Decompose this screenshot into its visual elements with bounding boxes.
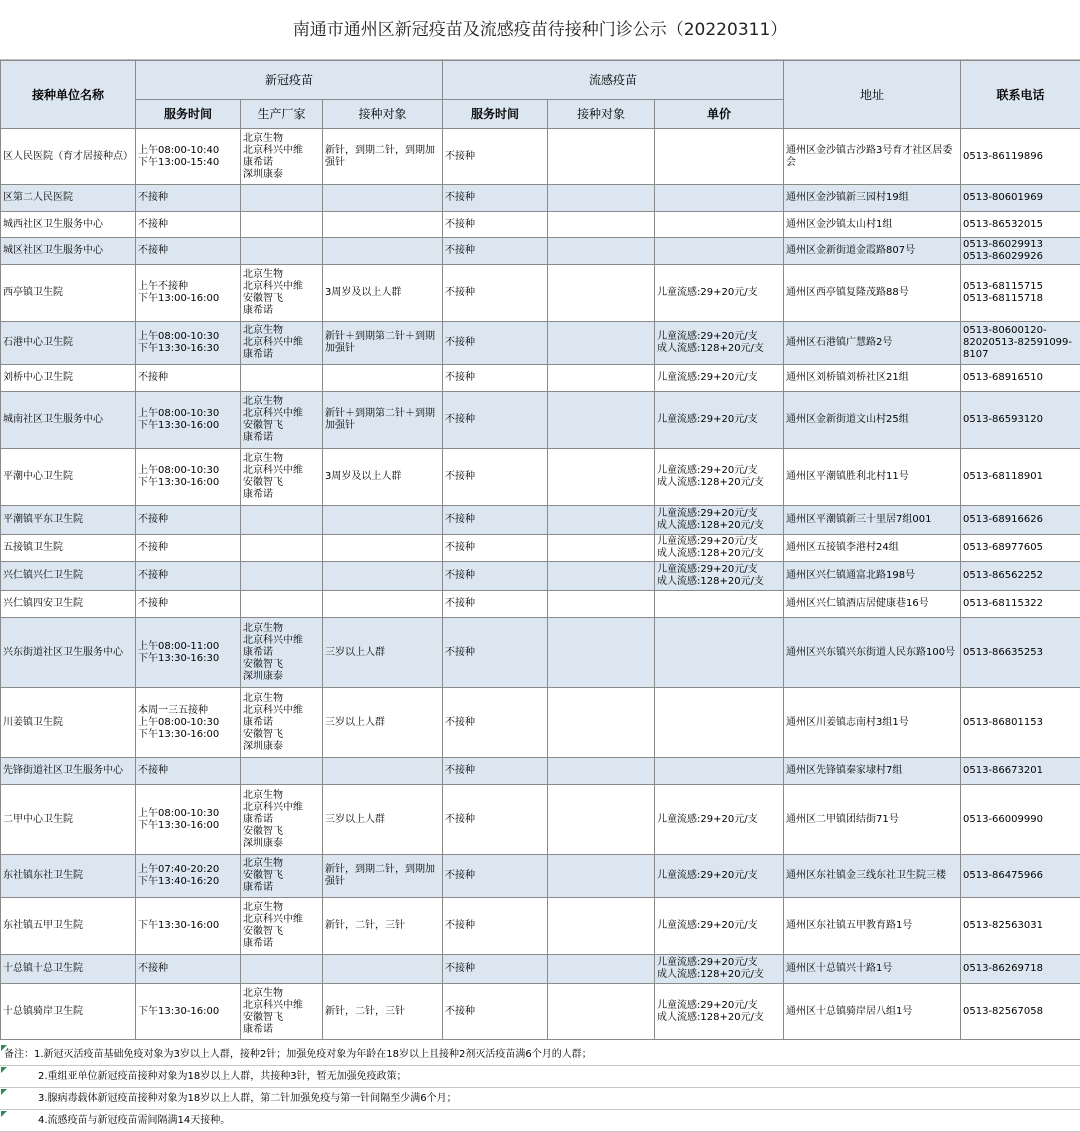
table-row — [1, 365, 1080, 392]
covid-maker-cell: 北京生物 北京科兴中维 康希诺 安徽智飞 深圳康泰 — [241, 785, 323, 855]
flu-time-cell: 不接种 — [443, 688, 548, 758]
unit-name-cell: 先锋街道社区卫生服务中心 — [1, 758, 136, 785]
flu-target-cell — [548, 265, 655, 322]
table-row — [1, 185, 1080, 212]
flu-price-cell: 儿童流感:29+20元/支 — [655, 392, 784, 449]
phone-cell: 0513-86029913 0513-86029926 — [961, 238, 1080, 265]
phone-cell: 0513-80601969 — [961, 185, 1080, 212]
table-row — [1, 898, 1080, 955]
covid-maker-cell: 北京生物 北京科兴中维 康希诺 安徽智飞 深圳康泰 — [241, 618, 323, 688]
flu-target-cell — [548, 322, 655, 365]
table-row — [1, 855, 1080, 898]
covid-target-cell: 三岁以上人群 — [323, 785, 443, 855]
note-line: 3.腺病毒载体新冠疫苗接种对象为18岁以上人群，第二针加强免疫与第一针间隔至少满6个月； — [0, 1088, 1080, 1110]
unit-name-cell: 川姜镇卫生院 — [1, 688, 136, 758]
flu-target-cell — [548, 129, 655, 185]
flu-target-cell — [548, 449, 655, 506]
flu-price-cell: 儿童流感:29+20元/支 成人流感:128+20元/支 — [655, 322, 784, 365]
covid-maker-cell — [241, 955, 323, 984]
flu-time-cell: 不接种 — [443, 506, 548, 535]
phone-cell: 0513-68115715 0513-68115718 — [961, 265, 1080, 322]
covid-time-cell: 上午08:00-10:40 下午13:00-15:40 — [136, 129, 241, 185]
address-cell: 通州区二甲镇团结街71号 — [784, 785, 961, 855]
flu-time-cell: 不接种 — [443, 955, 548, 984]
flu-time-cell: 不接种 — [443, 535, 548, 562]
address-cell: 通州区平潮镇新三十里居7组001 — [784, 506, 961, 535]
flu-price-cell: 儿童流感:29+20元/支 成人流感:128+20元/支 — [655, 506, 784, 535]
flu-price-cell — [655, 591, 784, 618]
phone-cell: 0513-68115322 — [961, 591, 1080, 618]
covid-target-cell: 3周岁及以上人群 — [323, 265, 443, 322]
covid-maker-cell: 北京生物 北京科兴中维 康希诺 — [241, 322, 323, 365]
flu-price-cell: 儿童流感:29+20元/支 成人流感:128+20元/支 — [655, 535, 784, 562]
notes — [0, 1044, 1080, 1132]
table-row — [1, 449, 1080, 506]
covid-time-cell: 不接种 — [136, 562, 241, 591]
covid-maker-cell — [241, 758, 323, 785]
unit-name-cell: 区人民医院（育才居接种点） — [1, 129, 136, 185]
header-covid-group: 新冠疫苗 — [136, 61, 443, 100]
covid-maker-cell — [241, 238, 323, 265]
covid-maker-cell — [241, 591, 323, 618]
note-line: 备注：1.新冠灭活疫苗基础免疫对象为3岁以上人群，接种2针；加强免疫对象为年龄在18岁以上且接种2剂灭活疫苗满6个月的人群； — [0, 1044, 1080, 1066]
covid-time-cell: 上午08:00-10:30 下午13:30-16:00 — [136, 785, 241, 855]
table-row — [1, 212, 1080, 238]
table-row — [1, 392, 1080, 449]
unit-name-cell: 十总镇骑岸卫生院 — [1, 984, 136, 1040]
flu-price-cell: 儿童流感:29+20元/支 成人流感:128+20元/支 — [655, 984, 784, 1040]
phone-cell: 0513-80600120-82020513-82591099-8107 — [961, 322, 1080, 365]
covid-time-cell: 不接种 — [136, 365, 241, 392]
unit-name-cell: 城区社区卫生服务中心 — [1, 238, 136, 265]
header-flu-time: 服务时间 — [443, 100, 548, 129]
flu-time-cell: 不接种 — [443, 855, 548, 898]
flu-time-cell: 不接种 — [443, 392, 548, 449]
phone-cell: 0513-86119896 — [961, 129, 1080, 185]
flu-target-cell — [548, 535, 655, 562]
flu-time-cell: 不接种 — [443, 984, 548, 1040]
covid-target-cell — [323, 506, 443, 535]
address-cell: 通州区先锋镇秦家埭村7组 — [784, 758, 961, 785]
flu-price-cell — [655, 129, 784, 185]
table-row — [1, 535, 1080, 562]
header-covid-time: 服务时间 — [136, 100, 241, 129]
flu-time-cell: 不接种 — [443, 212, 548, 238]
note-line: 4.流感疫苗与新冠疫苗需间隔满14天接种。 — [0, 1110, 1080, 1132]
phone-cell: 0513-66009990 — [961, 785, 1080, 855]
flu-target-cell — [548, 855, 655, 898]
table-row — [1, 758, 1080, 785]
covid-time-cell: 不接种 — [136, 185, 241, 212]
header-flu-price: 单价 — [655, 100, 784, 129]
covid-maker-cell — [241, 535, 323, 562]
phone-cell: 0513-86532015 — [961, 212, 1080, 238]
table-row — [1, 238, 1080, 265]
table-row — [1, 265, 1080, 322]
flu-time-cell: 不接种 — [443, 265, 548, 322]
header-flu-group: 流感疫苗 — [443, 61, 784, 100]
table-row — [1, 984, 1080, 1040]
vaccination-table — [0, 60, 1080, 1040]
table-row — [1, 562, 1080, 591]
unit-name-cell: 兴仁镇兴仁卫生院 — [1, 562, 136, 591]
table-row — [1, 688, 1080, 758]
flu-time-cell: 不接种 — [443, 562, 548, 591]
cell-marker-icon — [1, 1111, 7, 1117]
flu-time-cell: 不接种 — [443, 758, 548, 785]
flu-time-cell: 不接种 — [443, 591, 548, 618]
phone-cell: 0513-86673201 — [961, 758, 1080, 785]
flu-target-cell — [548, 785, 655, 855]
covid-time-cell: 不接种 — [136, 591, 241, 618]
flu-time-cell: 不接种 — [443, 322, 548, 365]
header-covid-target: 接种对象 — [323, 100, 443, 129]
covid-maker-cell — [241, 562, 323, 591]
covid-target-cell — [323, 185, 443, 212]
covid-target-cell: 3周岁及以上人群 — [323, 449, 443, 506]
flu-price-cell — [655, 758, 784, 785]
covid-time-cell: 上午07:40-20:20 下午13:40-16:20 — [136, 855, 241, 898]
address-cell: 通州区石港镇广慧路2号 — [784, 322, 961, 365]
covid-target-cell: 新针，到期二针，到期加强针 — [323, 129, 443, 185]
covid-time-cell: 下午13:30-16:00 — [136, 984, 241, 1040]
covid-target-cell: 三岁以上人群 — [323, 688, 443, 758]
covid-target-cell: 三岁以上人群 — [323, 618, 443, 688]
covid-maker-cell: 北京生物 北京科兴中维 安徽智飞 康希诺 — [241, 984, 323, 1040]
table-row — [1, 129, 1080, 185]
flu-target-cell — [548, 506, 655, 535]
unit-name-cell: 刘桥中心卫生院 — [1, 365, 136, 392]
flu-price-cell: 儿童流感:29+20元/支 成人流感:128+20元/支 — [655, 562, 784, 591]
flu-time-cell: 不接种 — [443, 449, 548, 506]
flu-target-cell — [548, 758, 655, 785]
address-cell: 通州区兴仁镇酒店居健康巷16号 — [784, 591, 961, 618]
table-body — [1, 129, 1080, 1040]
address-cell: 通州区五接镇李港村24组 — [784, 535, 961, 562]
cell-marker-icon — [1, 1045, 7, 1051]
flu-target-cell — [548, 212, 655, 238]
flu-time-cell: 不接种 — [443, 129, 548, 185]
flu-target-cell — [548, 562, 655, 591]
covid-target-cell — [323, 535, 443, 562]
covid-maker-cell: 北京生物 北京科兴中维 安徽智飞 康希诺 — [241, 392, 323, 449]
flu-price-cell: 儿童流感:29+20元/支 — [655, 265, 784, 322]
covid-maker-cell — [241, 212, 323, 238]
flu-target-cell — [548, 688, 655, 758]
covid-time-cell: 本周一三五接种 上午08:00-10:30 下午13:30-16:00 — [136, 688, 241, 758]
phone-cell: 0513-68118901 — [961, 449, 1080, 506]
unit-name-cell: 城西社区卫生服务中心 — [1, 212, 136, 238]
covid-maker-cell: 北京生物 北京科兴中维 安徽智飞 康希诺 — [241, 265, 323, 322]
flu-target-cell — [548, 591, 655, 618]
phone-cell: 0513-68916510 — [961, 365, 1080, 392]
unit-name-cell: 二甲中心卫生院 — [1, 785, 136, 855]
covid-maker-cell — [241, 185, 323, 212]
phone-cell: 0513-86475966 — [961, 855, 1080, 898]
covid-target-cell — [323, 562, 443, 591]
covid-target-cell: 新针＋到期第二针＋到期加强针 — [323, 322, 443, 365]
flu-target-cell — [548, 898, 655, 955]
unit-name-cell: 城南社区卫生服务中心 — [1, 392, 136, 449]
covid-maker-cell: 北京生物 北京科兴中维 安徽智飞 康希诺 — [241, 898, 323, 955]
flu-price-cell: 儿童流感:29+20元/支 — [655, 898, 784, 955]
unit-name-cell: 西亭镇卫生院 — [1, 265, 136, 322]
flu-time-cell: 不接种 — [443, 785, 548, 855]
phone-cell: 0513-82567058 — [961, 984, 1080, 1040]
phone-cell: 0513-68916626 — [961, 506, 1080, 535]
address-cell: 通州区东社镇金三线东社卫生院三楼 — [784, 855, 961, 898]
address-cell: 通州区兴仁镇通富北路198号 — [784, 562, 961, 591]
covid-time-cell: 下午13:30-16:00 — [136, 898, 241, 955]
flu-price-cell: 儿童流感:29+20元/支 — [655, 855, 784, 898]
address-cell: 通州区金沙镇太山村1组 — [784, 212, 961, 238]
flu-target-cell — [548, 185, 655, 212]
phone-cell: 0513-82563031 — [961, 898, 1080, 955]
covid-time-cell: 上午08:00-11:00 下午13:30-16:30 — [136, 618, 241, 688]
address-cell: 通州区川姜镇志南村3组1号 — [784, 688, 961, 758]
flu-price-cell — [655, 618, 784, 688]
flu-price-cell — [655, 238, 784, 265]
table-row — [1, 618, 1080, 688]
flu-price-cell — [655, 688, 784, 758]
unit-name-cell: 五接镇卫生院 — [1, 535, 136, 562]
flu-time-cell: 不接种 — [443, 238, 548, 265]
flu-price-cell: 儿童流感:29+20元/支 — [655, 365, 784, 392]
unit-name-cell: 十总镇十总卫生院 — [1, 955, 136, 984]
unit-name-cell: 东社镇东社卫生院 — [1, 855, 136, 898]
unit-name-cell: 兴仁镇四安卫生院 — [1, 591, 136, 618]
covid-target-cell — [323, 758, 443, 785]
flu-target-cell — [548, 365, 655, 392]
phone-cell: 0513-86562252 — [961, 562, 1080, 591]
covid-target-cell — [323, 365, 443, 392]
cell-marker-icon — [1, 1089, 7, 1095]
address-cell: 通州区金新街道金霞路807号 — [784, 238, 961, 265]
covid-target-cell — [323, 591, 443, 618]
address-cell: 通州区兴东镇兴东街道人民东路100号 — [784, 618, 961, 688]
flu-time-cell: 不接种 — [443, 185, 548, 212]
address-cell: 通州区西亭镇复隆茂路88号 — [784, 265, 961, 322]
phone-cell: 0513-86269718 — [961, 955, 1080, 984]
cell-marker-icon — [1, 1067, 7, 1073]
address-cell: 通州区金新街道文山村25组 — [784, 392, 961, 449]
header-covid-maker: 生产厂家 — [241, 100, 323, 129]
address-cell: 通州区十总镇兴十路1号 — [784, 955, 961, 984]
address-cell: 通州区十总镇骑岸居八组1号 — [784, 984, 961, 1040]
flu-target-cell — [548, 618, 655, 688]
flu-price-cell — [655, 212, 784, 238]
table-row — [1, 591, 1080, 618]
address-cell: 通州区金沙镇新三园村19组 — [784, 185, 961, 212]
unit-name-cell: 区第二人民医院 — [1, 185, 136, 212]
flu-time-cell: 不接种 — [443, 898, 548, 955]
phone-cell: 0513-86801153 — [961, 688, 1080, 758]
table-row — [1, 322, 1080, 365]
page-title: 南通市通州区新冠疫苗及流感疫苗待接种门诊公示（20220311） — [0, 0, 1080, 60]
flu-price-cell: 儿童流感:29+20元/支 — [655, 785, 784, 855]
covid-time-cell: 不接种 — [136, 506, 241, 535]
covid-maker-cell: 北京生物 北京科兴中维 安徽智飞 康希诺 — [241, 449, 323, 506]
flu-time-cell: 不接种 — [443, 365, 548, 392]
covid-time-cell: 上午08:00-10:30 下午13:30-16:00 — [136, 392, 241, 449]
covid-target-cell — [323, 955, 443, 984]
flu-price-cell: 儿童流感:29+20元/支 成人流感:128+20元/支 — [655, 449, 784, 506]
flu-target-cell — [548, 238, 655, 265]
note-line: 2.重组亚单位新冠疫苗接种对象为18岁以上人群，共接种3针，暂无加强免疫政策； — [0, 1066, 1080, 1088]
covid-target-cell: 新针＋到期第二针＋到期加强针 — [323, 392, 443, 449]
covid-target-cell — [323, 238, 443, 265]
covid-time-cell: 上午08:00-10:30 下午13:30-16:30 — [136, 322, 241, 365]
flu-time-cell: 不接种 — [443, 618, 548, 688]
unit-name-cell: 东社镇五甲卫生院 — [1, 898, 136, 955]
unit-name-cell: 平潮中心卫生院 — [1, 449, 136, 506]
flu-price-cell: 儿童流感:29+20元/支 成人流感:128+20元/支 — [655, 955, 784, 984]
header-unit: 接种单位名称 — [1, 61, 136, 129]
address-cell: 通州区平潮镇胜利北村11号 — [784, 449, 961, 506]
covid-target-cell — [323, 212, 443, 238]
phone-cell: 0513-68977605 — [961, 535, 1080, 562]
phone-cell: 0513-86635253 — [961, 618, 1080, 688]
covid-time-cell: 上午不接种 下午13:00-16:00 — [136, 265, 241, 322]
covid-time-cell: 不接种 — [136, 758, 241, 785]
address-cell: 通州区金沙镇古沙路3号育才社区居委会 — [784, 129, 961, 185]
covid-target-cell: 新针，二针，三针 — [323, 898, 443, 955]
phone-cell: 0513-86593120 — [961, 392, 1080, 449]
table-row — [1, 506, 1080, 535]
covid-maker-cell: 北京生物 安徽智飞 康希诺 — [241, 855, 323, 898]
unit-name-cell: 兴东街道社区卫生服务中心 — [1, 618, 136, 688]
header-phone: 联系电话 — [961, 61, 1080, 129]
covid-time-cell: 不接种 — [136, 238, 241, 265]
header-flu-target: 接种对象 — [548, 100, 655, 129]
covid-target-cell: 新针，二针，三针 — [323, 984, 443, 1040]
address-cell: 通州区东社镇五甲教育路1号 — [784, 898, 961, 955]
flu-target-cell — [548, 392, 655, 449]
unit-name-cell: 石港中心卫生院 — [1, 322, 136, 365]
covid-time-cell: 不接种 — [136, 535, 241, 562]
covid-maker-cell: 北京生物 北京科兴中维 康希诺 深圳康泰 — [241, 129, 323, 185]
flu-target-cell — [548, 955, 655, 984]
covid-maker-cell — [241, 506, 323, 535]
header-address: 地址 — [784, 61, 961, 129]
flu-price-cell — [655, 185, 784, 212]
unit-name-cell: 平潮镇平东卫生院 — [1, 506, 136, 535]
table-row — [1, 955, 1080, 984]
covid-maker-cell — [241, 365, 323, 392]
covid-target-cell: 新针，到期二针，到期加强针 — [323, 855, 443, 898]
table-row — [1, 785, 1080, 855]
covid-time-cell: 不接种 — [136, 212, 241, 238]
covid-time-cell: 不接种 — [136, 955, 241, 984]
address-cell: 通州区刘桥镇刘桥社区21组 — [784, 365, 961, 392]
covid-time-cell: 上午08:00-10:30 下午13:30-16:00 — [136, 449, 241, 506]
covid-maker-cell: 北京生物 北京科兴中维 康希诺 安徽智飞 深圳康泰 — [241, 688, 323, 758]
flu-target-cell — [548, 984, 655, 1040]
